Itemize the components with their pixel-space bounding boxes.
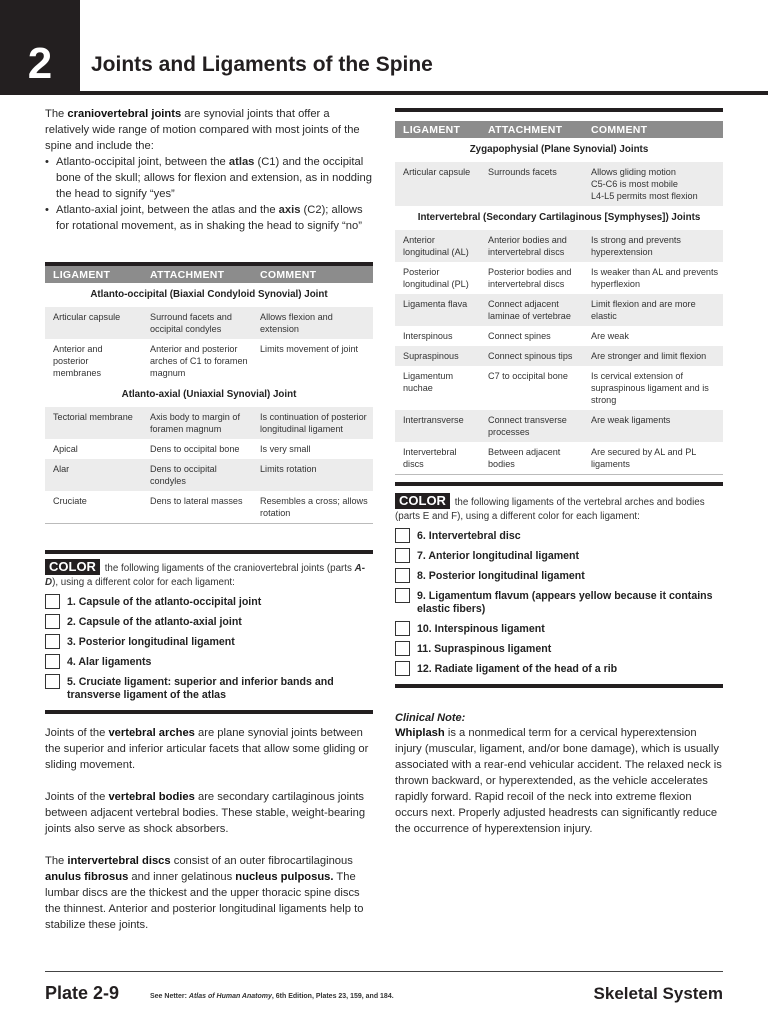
ligament-cell: Alar: [45, 459, 142, 491]
attachment-cell: Axis body to margin of foramen magnum: [142, 407, 252, 439]
comment-cell: Are weak ligaments: [583, 410, 723, 442]
comment-cell: Is cervical extension of supraspinous ligament and is strong: [591, 371, 709, 405]
table-row: [395, 294, 723, 326]
ligament-cell: Apical: [53, 444, 78, 454]
ligament-cell: Ligamentum nuchae: [403, 371, 454, 393]
intro-section: [45, 106, 373, 234]
color-tag: COLOR: [395, 493, 450, 509]
table-body: [395, 138, 723, 474]
reference-note: See Netter: Atlas of Human Anatomy, 6th Edition, Plates 23, 159, and 184.: [150, 993, 394, 1000]
craniovertebral-ligament-table: [45, 262, 373, 524]
color-top-rule: [395, 482, 723, 486]
table-row: [45, 339, 373, 383]
checkbox-square-icon[interactable]: [395, 661, 410, 676]
ligament-cell: Tectorial membrane: [45, 407, 142, 439]
color-item-label: 9. Ligamentum flavum (appears yellow because it contains elastic fibers): [417, 590, 713, 615]
color-item: [395, 570, 723, 583]
color-intro: COLOR the following ligaments of the craniovertebral joints (parts A-D), using a different color for each ligament:: [45, 559, 365, 588]
col-header-ligament: LIGAMENT: [395, 121, 480, 138]
table-bottom-rule: [395, 474, 723, 475]
color-item: [45, 596, 373, 609]
checkbox-square-icon[interactable]: [45, 594, 60, 609]
comment-cell: Allows flexion and extension: [252, 307, 373, 339]
table-bottom-rule: [45, 523, 373, 524]
checkbox-square-icon[interactable]: [395, 641, 410, 656]
attachment-cell: Between adjacent bodies: [488, 447, 561, 469]
color-item: [45, 616, 373, 629]
table-row: [45, 407, 373, 439]
attachment-cell: Anterior and posterior arches of C1 to foramen magnum: [150, 344, 248, 378]
section-title: Intervertebral (Secondary Cartilaginous [Symphyses]) Joints: [417, 212, 701, 223]
col-header-comment: COMMENT: [252, 266, 373, 283]
color-item-label: 10. Interspinous ligament: [417, 623, 545, 635]
table-top-rule: [395, 108, 723, 112]
col-header-ligament: LIGAMENT: [45, 266, 142, 283]
table-row: [395, 346, 723, 366]
checkbox-square-icon[interactable]: [45, 674, 60, 689]
checkbox-square-icon[interactable]: [395, 621, 410, 636]
ligament-cell: Supraspinous: [395, 346, 480, 366]
table-row: [395, 366, 723, 410]
joints-description: [45, 725, 373, 933]
table-row: [395, 326, 723, 346]
intro-paragraph: The craniovertebral joints are synovial joints that offer a relatively wide range of motion compared with most joints of the spine and include the:: [45, 108, 360, 152]
attachment-cell: Connect adjacent laminae of vertebrae: [480, 294, 583, 326]
ligament-table: [45, 266, 373, 523]
checkbox-square-icon[interactable]: [45, 614, 60, 629]
comment-cell: Limits movement of joint: [260, 344, 359, 354]
intervertebral-discs-paragraph: The intervertebral discs consist of an outer fibrocartilaginous anulus fibrosus and inner gelatinous nucleus pulposus. The lumbar discs are the thickest and the upper thoracic spine discs the thinnest. Anterior and posterior longitudinal ligaments help to stabilize these joints.: [45, 855, 364, 931]
checkbox-square-icon[interactable]: [45, 654, 60, 669]
color-intro: COLOR the following ligaments of the vertebral arches and bodies (parts E and F), using a different color for each ligament:: [395, 493, 705, 522]
intro-bullet-atlanto-occipital: • Atlanto-occipital joint, between the atlas (C1) and the occipital bone of the skull; allows for flexion and extension, as in nodding the head to signify “yes”: [45, 154, 373, 202]
color-item-label: 1. Capsule of the atlanto-occipital joint: [67, 596, 262, 608]
comment-cell: Limits rotation: [252, 459, 373, 491]
ligament-cell: Anterior longitudinal (AL): [395, 230, 480, 262]
section-title: Zygapophysial (Plane Synovial) Joints: [469, 144, 649, 155]
ligament-cell: Ligamenta flava: [395, 294, 480, 326]
color-item: [395, 663, 723, 676]
color-item: [395, 643, 723, 656]
attachment-cell: Dens to occipital bone: [150, 444, 240, 454]
color-instructions-1: [45, 550, 373, 714]
vertebral-arches-paragraph: Joints of the vertebral arches are plane synovial joints between the superior and inferior articular facets that allow some gliding or sliding movement.: [45, 727, 369, 771]
color-item-label: 6. Intervertebral disc: [417, 530, 521, 542]
checkbox-square-icon[interactable]: [45, 634, 60, 649]
ligament-cell: Cruciate: [53, 496, 87, 506]
color-item-label: 11. Supraspinous ligament: [417, 643, 552, 655]
table-row: [45, 439, 373, 459]
attachment-cell: C7 to occipital bone: [488, 371, 568, 381]
plate-number: Plate 2-9: [45, 983, 120, 1003]
vertebral-ligament-table: [395, 108, 723, 475]
table-row: [395, 230, 723, 262]
col-header-attachment: ATTACHMENT: [142, 266, 252, 283]
attachment-cell: Dens to occipital condyles: [142, 459, 252, 491]
table-row: [45, 491, 373, 523]
color-checklist: [395, 530, 723, 676]
color-item-label: 2. Capsule of the atlanto-axial joint: [67, 616, 242, 628]
table-row: [45, 459, 373, 491]
attachment-cell: Connect transverse processes: [480, 410, 583, 442]
comment-cell: Is weaker than AL and prevents hyperflexion: [591, 267, 719, 289]
ligament-cell: Posterior longitudinal (PL): [403, 267, 469, 289]
table-row: [395, 262, 723, 294]
table-row: [395, 442, 723, 474]
attachment-cell: Surround facets and occipital condyles: [142, 307, 252, 339]
color-item: [395, 623, 723, 636]
color-item-label: 12. Radiate ligament of the head of a rib: [417, 663, 618, 675]
clinical-note-text: Whiplash is a nonmedical term for a cervical hyperextension injury (muscular, ligament, and/or bone damage), which is usually associated with a rear-end vehicular accident. The relaxed neck is thrown backward, or hyperextended, as the vehicle accelerates rapidly forward. Rapid recoil of the neck into extreme flexion occurs next. Properly adjusted headrests can significantly reduce the occurrence of hyperextension injury.: [395, 727, 722, 835]
checkbox-square-icon[interactable]: [395, 528, 410, 543]
checkbox-square-icon[interactable]: [395, 548, 410, 563]
checkbox-square-icon[interactable]: [395, 568, 410, 583]
ligament-cell: Intertransverse: [395, 410, 480, 442]
color-item: [45, 636, 373, 649]
attachment-cell: Connect spinous tips: [480, 346, 583, 366]
comment-cell: Limit flexion and are more elastic: [583, 294, 723, 326]
comment-cell: Resembles a cross; allows rotation: [260, 496, 368, 518]
title-rule: [80, 91, 768, 95]
comment-cell: Is continuation of posterior longitudinal ligament: [252, 407, 373, 439]
color-item-label: 8. Posterior longitudinal ligament: [417, 570, 585, 582]
color-item: [395, 530, 723, 543]
attachment-cell: Dens to lateral masses: [150, 496, 243, 506]
color-bottom-rule: [395, 684, 723, 688]
table-section-header: [45, 383, 373, 407]
comment-cell: Are weak: [591, 331, 629, 341]
color-item: [395, 590, 723, 616]
attachment-cell: Anterior bodies and intervertebral discs: [480, 230, 583, 262]
ligament-cell: Anterior and posterior membranes: [53, 344, 103, 378]
page-title: Joints and Ligaments of the Spine: [91, 53, 433, 76]
color-item-label: 7. Anterior longitudinal ligament: [417, 550, 580, 562]
footer-rule: [45, 971, 723, 972]
comment-cell: Is very small: [260, 444, 311, 454]
attachment-cell: Surrounds facets: [480, 162, 583, 206]
comment-cell: Is strong and prevents hyperextension: [583, 230, 723, 262]
col-header-comment: COMMENT: [583, 121, 723, 138]
ligament-table: [395, 121, 723, 474]
comment-cell: Are secured by AL and PL ligaments: [591, 447, 696, 469]
ligament-cell: Intervertebral discs: [403, 447, 457, 469]
table-body: [45, 283, 373, 523]
intro-bullet-atlanto-axial: • Atlanto-axial joint, between the atlas and the axis (C2); allows for rotational movement, as in shaking the head to signify “no”: [45, 202, 373, 234]
vertebral-bodies-paragraph: Joints of the vertebral bodies are secondary cartilaginous joints between adjacent vertebral bodies. These stable, weight-bearing joints also serve as shock absorbers.: [45, 791, 366, 835]
section-title: Atlanto-occipital (Biaxial Condyloid Synovial) Joint: [90, 289, 328, 300]
ligament-cell: Articular capsule: [45, 307, 142, 339]
table-row: [45, 307, 373, 339]
color-item-label: 5. Cruciate ligament: superior and inferior bands and transverse ligament of the atlas: [67, 676, 334, 701]
color-checklist: [45, 596, 373, 702]
comment-cell: Allows gliding motion C5-C6 is most mobile L4-L5 permits most flexion: [583, 162, 723, 206]
clinical-note-heading: Clinical Note:: [395, 712, 466, 724]
checkbox-square-icon[interactable]: [395, 588, 410, 603]
comment-cell: Are stronger and limit flexion: [583, 346, 723, 366]
attachment-cell: Posterior bodies and intervertebral discs: [488, 267, 572, 289]
clinical-note: [395, 712, 723, 837]
color-item: [45, 676, 373, 702]
system-name: Skeletal System: [593, 984, 723, 1003]
color-item-label: 4. Alar ligaments: [67, 656, 152, 668]
color-bottom-rule: [45, 710, 373, 714]
color-instructions-2: [395, 482, 723, 688]
table-row: [395, 162, 723, 206]
table-section-header: [395, 138, 723, 162]
color-item: [395, 550, 723, 563]
chapter-number: 2: [0, 0, 80, 95]
col-header-attachment: ATTACHMENT: [480, 121, 583, 138]
ligament-cell: Articular capsule: [395, 162, 480, 206]
section-title: Atlanto-axial (Uniaxial Synovial) Joint: [121, 389, 297, 400]
color-top-rule: [45, 550, 373, 554]
attachment-cell: Connect spines: [488, 331, 551, 341]
table-row: [395, 410, 723, 442]
color-tag: COLOR: [45, 559, 100, 575]
ligament-cell: Interspinous: [403, 331, 453, 341]
color-item: [45, 656, 373, 669]
table-section-header: [45, 283, 373, 307]
table-section-header: [395, 206, 723, 230]
color-item-label: 3. Posterior longitudinal ligament: [67, 636, 235, 648]
